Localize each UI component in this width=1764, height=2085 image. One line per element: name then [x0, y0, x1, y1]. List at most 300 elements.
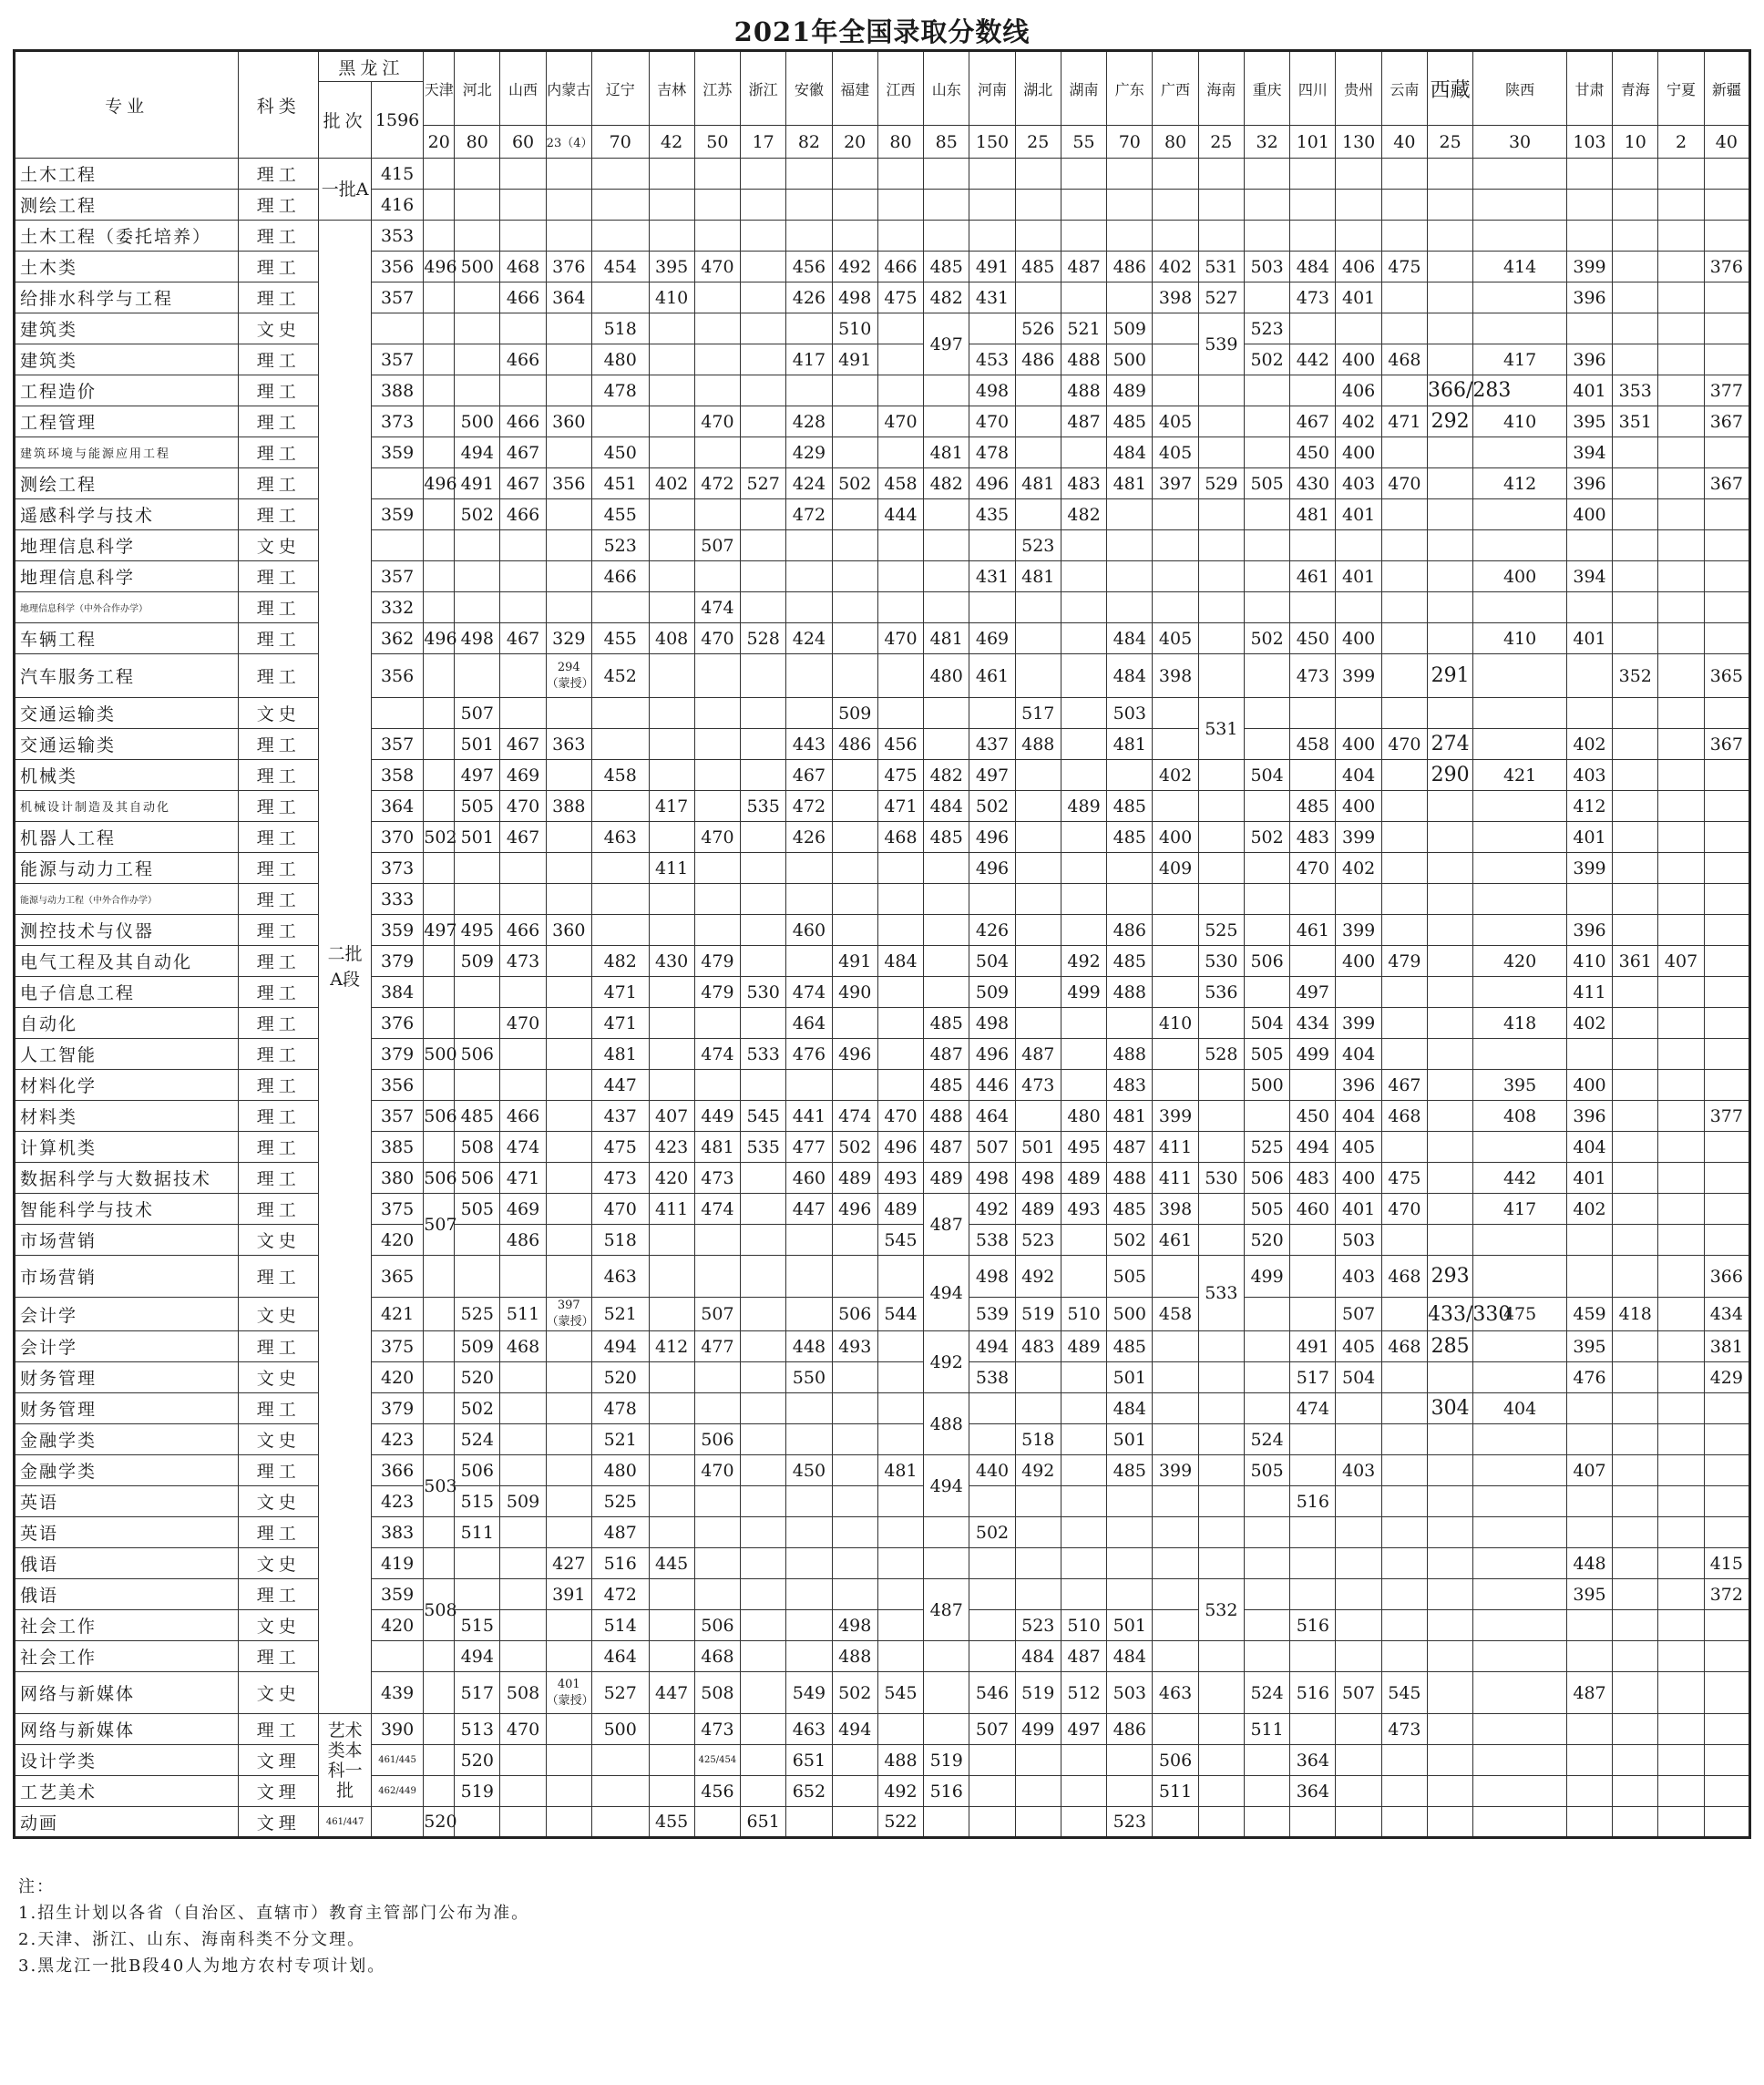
score-cell — [1613, 1039, 1658, 1070]
score-cell: 466 — [591, 561, 649, 592]
score-cell: 506 — [694, 1424, 740, 1455]
score-cell: 519 — [455, 1776, 500, 1807]
score-cell: 400 — [1336, 623, 1381, 654]
score-cell — [1198, 1101, 1244, 1132]
score-cell — [1473, 654, 1567, 698]
score-cell — [1613, 437, 1658, 468]
score-cell: 496 — [424, 468, 455, 499]
score-cell — [1658, 1194, 1704, 1225]
score-cell — [832, 375, 877, 406]
score-cell — [741, 1745, 786, 1776]
score-cell: 366/283 — [1428, 375, 1473, 406]
score-cell — [1566, 530, 1612, 561]
hlj-score: 379 — [371, 1393, 423, 1424]
score-cell: 499 — [1290, 1039, 1336, 1070]
score-cell: 430 — [649, 946, 694, 977]
score-cell — [786, 561, 832, 592]
score-cell — [924, 1517, 969, 1548]
score-cell — [832, 791, 877, 822]
score-cell — [877, 698, 923, 729]
score-cell: 402 — [1153, 252, 1198, 282]
score-cell — [694, 654, 740, 698]
score-cell — [1061, 915, 1106, 946]
score-cell: 505 — [1244, 1455, 1289, 1486]
score-cell — [1336, 592, 1381, 623]
score-cell — [649, 159, 694, 190]
score-cell — [1613, 1362, 1658, 1393]
score-cell: 402 — [1566, 1008, 1612, 1039]
score-cell: 460 — [1290, 1194, 1336, 1225]
score-cell: 470 — [1381, 729, 1427, 760]
score-cell — [424, 884, 455, 915]
score-cell: 489 — [1061, 791, 1106, 822]
score-cell — [1658, 159, 1704, 190]
score-cell — [1198, 1132, 1244, 1163]
hlj-score: 356 — [371, 1070, 423, 1101]
score-cell — [1198, 822, 1244, 853]
score-cell — [455, 159, 500, 190]
score-cell: 503 — [1107, 698, 1153, 729]
score-cell: 508 — [694, 1672, 740, 1714]
category: 文史 — [239, 1610, 319, 1641]
score-cell — [1153, 1424, 1198, 1455]
header-hlj-plan: 1596 — [371, 82, 423, 159]
score-cell: 502 — [969, 1517, 1015, 1548]
score-cell — [1244, 1776, 1289, 1807]
score-cell — [649, 1256, 694, 1298]
score-cell — [1613, 499, 1658, 530]
score-cell — [1381, 1008, 1427, 1039]
score-cell — [1290, 946, 1336, 977]
score-cell: 494 — [969, 1331, 1015, 1362]
score-cell: 492 — [1061, 946, 1106, 977]
score-cell — [1428, 437, 1473, 468]
score-cell — [1381, 282, 1427, 313]
score-cell: 488 — [877, 1745, 923, 1776]
score-merged: 488 — [924, 1393, 969, 1455]
score-cell: 398 — [1153, 282, 1198, 313]
score-cell: 488 — [1107, 1163, 1153, 1194]
score-cell — [786, 190, 832, 221]
score-cell: 469 — [500, 760, 546, 791]
score-cell: 405 — [1153, 437, 1198, 468]
score-cell — [455, 1070, 500, 1101]
score-cell: 488 — [1061, 375, 1106, 406]
score-cell — [1153, 561, 1198, 592]
score-cell: 399 — [1336, 1008, 1381, 1039]
score-cell — [1290, 1641, 1336, 1672]
score-cell: 479 — [694, 977, 740, 1008]
score-cell — [1153, 221, 1198, 252]
score-cell — [741, 1362, 786, 1393]
score-cell: 403 — [1336, 1455, 1381, 1486]
score-cell — [1428, 1714, 1473, 1745]
province-plan: 55 — [1061, 126, 1106, 159]
score-cell — [424, 1714, 455, 1745]
score-cell — [546, 822, 591, 853]
score-cell — [1613, 282, 1658, 313]
score-cell: 434 — [1290, 1008, 1336, 1039]
score-cell — [649, 1424, 694, 1455]
score-cell — [1613, 221, 1658, 252]
score-cell — [1658, 406, 1704, 437]
score-cell — [546, 1610, 591, 1641]
score-cell — [649, 1610, 694, 1641]
score-cell: 482 — [591, 946, 649, 977]
score-cell — [969, 221, 1015, 252]
score-cell — [591, 159, 649, 190]
major-name: 社会工作 — [15, 1641, 239, 1672]
score-cell — [1473, 822, 1567, 853]
score-cell: 431 — [969, 282, 1015, 313]
score-cell: 492 — [1015, 1256, 1061, 1298]
score-cell: 516 — [591, 1548, 649, 1579]
score-cell — [1107, 592, 1153, 623]
score-cell: 467 — [500, 437, 546, 468]
score-cell — [1198, 437, 1244, 468]
score-cell — [1428, 1362, 1473, 1393]
score-cell — [424, 282, 455, 313]
score-cell — [1704, 1486, 1749, 1517]
score-cell: 494 — [455, 1641, 500, 1672]
score-cell — [1336, 1548, 1381, 1579]
score-cell — [1198, 375, 1244, 406]
score-cell: 399 — [1153, 1455, 1198, 1486]
batch-erpi: 二批A段 — [319, 221, 371, 1714]
major-name: 能源与动力工程（中外合作办学） — [15, 884, 239, 915]
score-cell — [1658, 592, 1704, 623]
score-cell — [1153, 1548, 1198, 1579]
score-cell: 497 — [424, 915, 455, 946]
score-cell: 481 — [591, 1039, 649, 1070]
score-cell — [1244, 561, 1289, 592]
score-cell — [591, 1776, 649, 1807]
score-cell: 485 — [1107, 822, 1153, 853]
score-cell: 480 — [1061, 1101, 1106, 1132]
score-cell — [1428, 252, 1473, 282]
score-cell — [1061, 1776, 1106, 1807]
score-cell: 482 — [924, 468, 969, 499]
score-cell: 481 — [1107, 1101, 1153, 1132]
score-cell — [877, 530, 923, 561]
category: 理工 — [239, 1517, 319, 1548]
score-cell — [1107, 1776, 1153, 1807]
score-cell: 525 — [1244, 1132, 1289, 1163]
score-cell: 402 — [1566, 1194, 1612, 1225]
province-plan: 103 — [1566, 126, 1612, 159]
score-cell — [500, 375, 546, 406]
score-cell: 402 — [649, 468, 694, 499]
score-cell — [1061, 698, 1106, 729]
score-cell — [1428, 1163, 1473, 1194]
province-plan: 20 — [832, 126, 877, 159]
score-cell: 489 — [832, 1163, 877, 1194]
score-cell — [1613, 1455, 1658, 1486]
score-cell: 398 — [1153, 1194, 1198, 1225]
major-name: 建筑类 — [15, 344, 239, 375]
major-name: 机械设计制造及其自动化 — [15, 791, 239, 822]
province-name: 河南 — [969, 51, 1015, 126]
score-cell: 410 — [649, 282, 694, 313]
score-cell — [1336, 1517, 1381, 1548]
score-cell — [424, 729, 455, 760]
score-cell: 481 — [1015, 468, 1061, 499]
score-cell: 485 — [1107, 1455, 1153, 1486]
province-name: 山西 — [500, 51, 546, 126]
score-cell — [546, 1486, 591, 1517]
score-cell: 506 — [455, 1455, 500, 1486]
score-cell — [591, 791, 649, 822]
score-cell — [1428, 623, 1473, 654]
score-cell — [1061, 159, 1106, 190]
major-name: 会计学 — [15, 1298, 239, 1331]
score-cell: 458 — [877, 468, 923, 499]
score-cell — [649, 437, 694, 468]
score-cell: 515 — [455, 1610, 500, 1641]
hlj-score: 359 — [371, 499, 423, 530]
score-cell — [1613, 1486, 1658, 1517]
category: 理工 — [239, 437, 319, 468]
score-cell — [832, 654, 877, 698]
major-name: 机械类 — [15, 760, 239, 791]
score-cell — [1244, 1548, 1289, 1579]
score-cell: 470 — [591, 1194, 649, 1225]
score-cell — [424, 1070, 455, 1101]
score-cell — [1198, 1548, 1244, 1579]
score-cell — [1198, 499, 1244, 530]
score-cell — [1015, 499, 1061, 530]
hlj-score: 366 — [371, 1455, 423, 1486]
score-cell — [1428, 221, 1473, 252]
score-cell: 445 — [649, 1548, 694, 1579]
score-cell — [741, 1256, 786, 1298]
score-cell — [832, 530, 877, 561]
score-cell — [649, 1486, 694, 1517]
score-cell: 503 — [1336, 1225, 1381, 1256]
score-cell: 523 — [1015, 1225, 1061, 1256]
score-cell: 538 — [969, 1225, 1015, 1256]
score-cell: 468 — [1381, 344, 1427, 375]
score-cell: 525 — [1198, 915, 1244, 946]
score-cell: 404 — [1336, 760, 1381, 791]
score-cell — [1153, 1486, 1198, 1517]
province-name: 吉林 — [649, 51, 694, 126]
score-cell: 498 — [969, 375, 1015, 406]
score-cell — [1613, 915, 1658, 946]
score-cell: 399 — [1336, 654, 1381, 698]
score-cell — [832, 221, 877, 252]
score-cell — [500, 1256, 546, 1298]
major-name: 土木工程 — [15, 159, 239, 190]
category: 文史 — [239, 1424, 319, 1455]
score-cell — [649, 561, 694, 592]
score-cell — [1061, 1517, 1106, 1548]
hlj-score: 376 — [371, 1008, 423, 1039]
score-cell — [500, 1393, 546, 1424]
score-cell — [1658, 1548, 1704, 1579]
score-cell — [786, 1641, 832, 1672]
score-cell: 420 — [649, 1163, 694, 1194]
score-cell: 455 — [649, 1807, 694, 1838]
score-cell — [649, 698, 694, 729]
score-cell: 496 — [877, 1132, 923, 1163]
score-cell: 490 — [832, 977, 877, 1008]
score-cell: 430 — [1290, 468, 1336, 499]
score-cell — [1658, 1672, 1704, 1714]
score-cell — [591, 729, 649, 760]
score-cell: 475 — [1381, 252, 1427, 282]
score-cell: 466 — [877, 252, 923, 282]
score-cell: 450 — [1290, 437, 1336, 468]
score-cell: 530 — [1198, 946, 1244, 977]
score-cell — [1015, 1362, 1061, 1393]
score-cell — [924, 1714, 969, 1745]
score-cell — [694, 853, 740, 884]
score-cell — [1336, 1610, 1381, 1641]
score-cell: 452 — [591, 654, 649, 698]
score-cell — [1658, 437, 1704, 468]
score-cell — [1428, 1745, 1473, 1776]
score-cell: 468 — [1381, 1101, 1427, 1132]
score-cell — [1198, 1393, 1244, 1424]
score-cell: 480 — [591, 344, 649, 375]
category: 理工 — [239, 344, 319, 375]
score-cell: 470 — [500, 1008, 546, 1039]
score-cell — [741, 915, 786, 946]
score-merged: 531 — [1198, 698, 1244, 760]
score-cell — [1290, 760, 1336, 791]
hlj-score: 415 — [371, 159, 423, 190]
category: 理工 — [239, 1331, 319, 1362]
score-cell — [1107, 1517, 1153, 1548]
score-cell: 527 — [1198, 282, 1244, 313]
score-cell — [1613, 1672, 1658, 1714]
notes-section — [18, 1874, 1751, 1979]
score-cell: 521 — [591, 1298, 649, 1331]
score-cell — [1244, 406, 1289, 437]
score-cell — [455, 190, 500, 221]
score-cell — [1244, 884, 1289, 915]
score-cell — [1613, 190, 1658, 221]
score-cell: 410 — [1473, 623, 1567, 654]
score-cell — [1381, 1548, 1427, 1579]
score-cell: 461 — [1153, 1225, 1198, 1256]
hlj-score: 380 — [371, 1163, 423, 1194]
score-cell: 484 — [877, 946, 923, 977]
score-cell — [649, 313, 694, 344]
score-cell — [924, 406, 969, 437]
score-cell — [1566, 1714, 1612, 1745]
hlj-score: 362 — [371, 623, 423, 654]
score-cell: 400 — [1473, 561, 1567, 592]
score-cell: 396 — [1566, 344, 1612, 375]
score-cell — [741, 406, 786, 437]
score-cell: 514 — [591, 1610, 649, 1641]
score-cell — [1015, 159, 1061, 190]
score-cell — [1428, 853, 1473, 884]
score-cell — [1244, 1579, 1289, 1610]
score-cell: 471 — [591, 1008, 649, 1039]
category: 理工 — [239, 822, 319, 853]
score-cell — [591, 853, 649, 884]
score-cell — [546, 977, 591, 1008]
score-cell — [832, 1455, 877, 1486]
score-cell — [1381, 221, 1427, 252]
category: 理工 — [239, 729, 319, 760]
score-cell — [969, 190, 1015, 221]
score-cell: 467 — [1290, 406, 1336, 437]
score-cell: 461 — [969, 654, 1015, 698]
score-merged: 487 — [924, 1579, 969, 1641]
score-cell: 510 — [1061, 1610, 1106, 1641]
score-cell — [877, 1331, 923, 1362]
score-cell: 476 — [786, 1039, 832, 1070]
score-cell — [1244, 1517, 1289, 1548]
province-plan: 25 — [1198, 126, 1244, 159]
score-cell — [694, 760, 740, 791]
score-cell: 500 — [591, 1714, 649, 1745]
score-cell: 493 — [1061, 1194, 1106, 1225]
score-cell — [1704, 313, 1749, 344]
score-cell — [1473, 530, 1567, 561]
hlj-score: 359 — [371, 915, 423, 946]
score-cell — [1336, 1807, 1381, 1838]
score-cell: 394 — [1566, 437, 1612, 468]
score-cell: 518 — [591, 1225, 649, 1256]
score-cell — [1381, 190, 1427, 221]
score-cell: 484 — [1015, 1641, 1061, 1672]
score-cell — [649, 592, 694, 623]
score-cell — [741, 1070, 786, 1101]
score-cell — [741, 1194, 786, 1225]
score-cell: 474 — [1290, 1393, 1336, 1424]
score-cell: 511 — [455, 1517, 500, 1548]
score-cell: 363 — [546, 729, 591, 760]
score-cell — [546, 884, 591, 915]
score-cell: 447 — [591, 1070, 649, 1101]
score-cell: 502 — [832, 1132, 877, 1163]
score-cell: 464 — [969, 1101, 1015, 1132]
score-cell — [546, 1194, 591, 1225]
score-cell — [877, 561, 923, 592]
score-cell: 442 — [1290, 344, 1336, 375]
admission-sheet — [13, 15, 1751, 1979]
category: 文史 — [239, 1486, 319, 1517]
score-cell: 471 — [1381, 406, 1427, 437]
score-cell — [1061, 1548, 1106, 1579]
score-cell — [1428, 282, 1473, 313]
score-cell: 473 — [694, 1714, 740, 1745]
score-cell — [546, 1776, 591, 1807]
score-cell: 472 — [591, 1579, 649, 1610]
score-cell — [1198, 1672, 1244, 1714]
score-cell — [1198, 1424, 1244, 1455]
hlj-score: 357 — [371, 344, 423, 375]
score-cell — [1658, 344, 1704, 375]
score-cell — [1244, 977, 1289, 1008]
score-merged: 533 — [1198, 1256, 1244, 1331]
score-cell — [924, 1672, 969, 1714]
score-cell: 483 — [1015, 1331, 1061, 1362]
score-cell — [1061, 221, 1106, 252]
score-cell — [741, 1714, 786, 1745]
score-cell — [649, 1070, 694, 1101]
score-cell — [1428, 1579, 1473, 1610]
score-cell — [424, 1745, 455, 1776]
score-cell: 401 — [1336, 561, 1381, 592]
score-cell — [1473, 698, 1567, 729]
score-cell — [1381, 1424, 1427, 1455]
